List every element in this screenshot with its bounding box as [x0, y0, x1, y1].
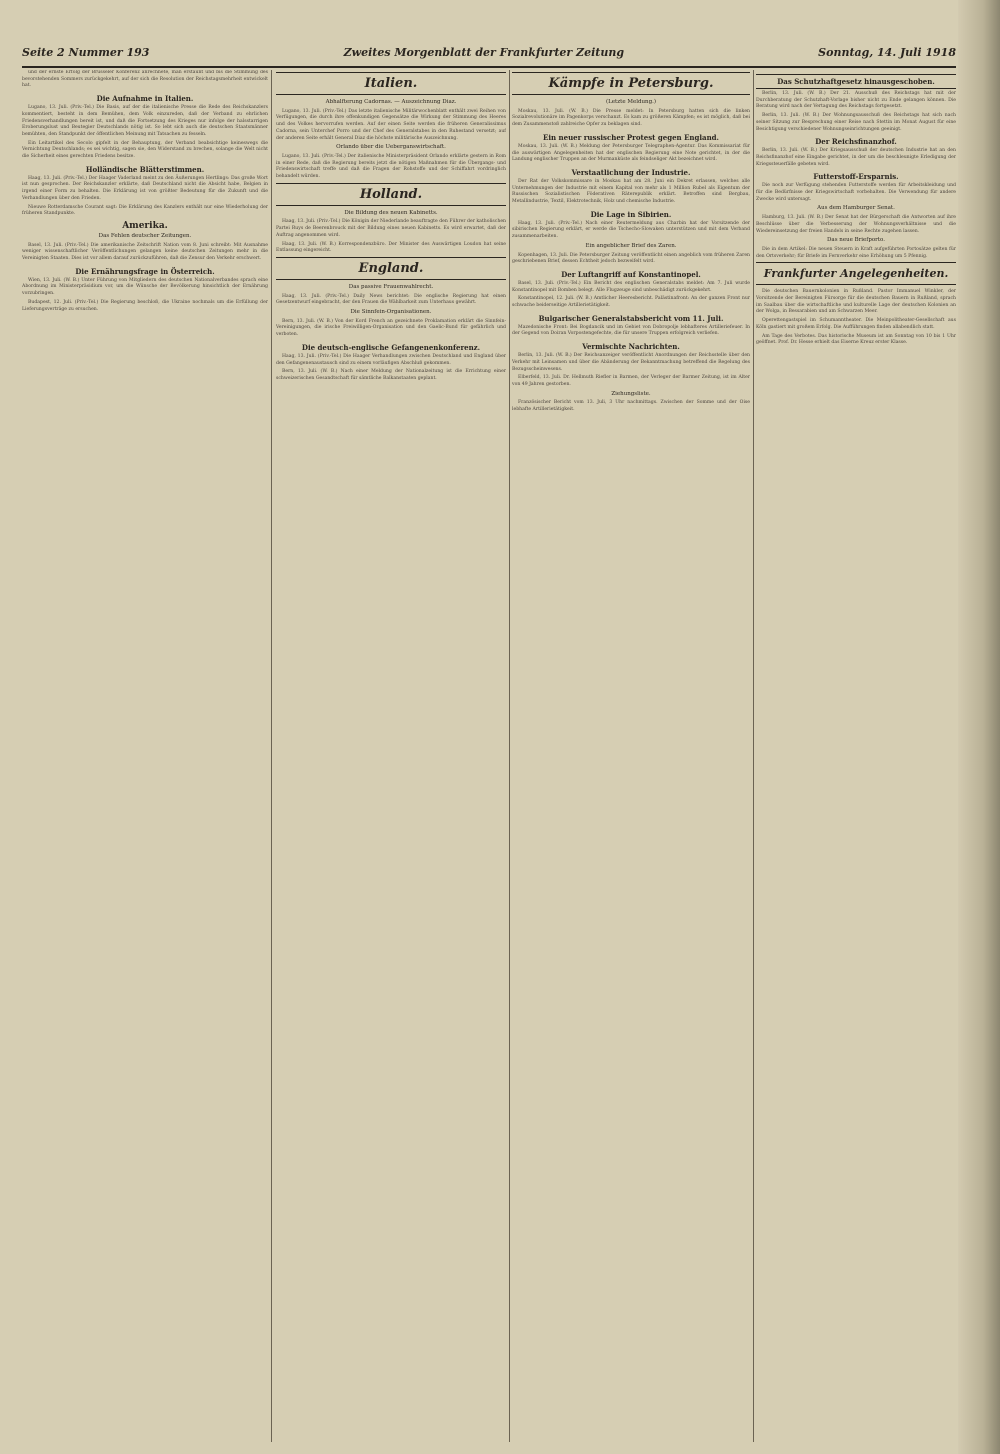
article-paragraph: Hamburg, 13. Juli. (W. B.) Der Senat hat der Bürgerschaft die Antworten auf ihre Beschlüsse über die Verbesserung der Wohnungsverhältnisse und die Wiedereinsetzung der freien Handels in seine Rechte zugehen lassen. — [756, 215, 956, 234]
article-paragraph: Lugano, 13. Juli. (Priv.-Tel.) Das letzte italienische Militärwochenblatt enthält zwei Reihen von Verfügungen, die durch ihre offenkundigen Gegensätze die Wirkung der Stimmung des Heeres und des Volkes hervorrufen werden. Auf der einen Seite werden die früheren Generalissimus Cadorna, sein Unterchef Porro und der Chef des Generalstabes in den Ruhestand versetzt; auf der anderen Seite erhält General Diaz die höchste militärische Auszeichnung. — [276, 108, 506, 141]
headline-italien: Italien. — [276, 72, 506, 95]
headline-amerika: Amerika. — [122, 220, 168, 231]
subheadline: (Letzte Meldung.) — [605, 99, 657, 105]
header-date: Sonntag, 14. Juli 1918 — [818, 46, 956, 59]
article-paragraph: Berlin, 13. Juli. (W. B.) Der 21. Ausschuß des Reichstags hat mit der Durchberatung der Schutzhaft-Vorlage bisher nicht zu Ende gelangen können. Die Beratung wird nach der Vertagung des Reichstags fortgesetzt. — [756, 91, 956, 110]
headline-gefangenenkonferenz: Die deutsch-englische Gefangenenkonferenz. — [301, 342, 481, 352]
article-paragraph: Die in dem Artikel: Die neuen Steuern in Kraft aufgeführten Portosätze gelten für den Ortsverkehr; für Briefe im Fernverkehr eine Erhöhung um 5 Pfennig. — [756, 246, 956, 259]
column-3 — [512, 70, 750, 1442]
lead-paragraph: und der ernste Erfolg der Brüsseler Konferenz anrechnete, man erstaunt und bis die Stimmung des bevorstehenden Sommers zurückgekehrt, auf der sich die Resolution der Reichstagsmehrheit entwickelt hat. — [22, 70, 268, 89]
article-paragraph: Operettengastspiel im Schumanntheater. Die Meinpolitheater-Gesellschaft aus Köln gastiert mit großem Erfolg. Die Aufführungen finden allabendlich statt. — [756, 318, 956, 330]
subheadline: Das passive Frauenwahlrecht. — [348, 283, 434, 290]
article-paragraph: Haag, 13. Juli. (Priv.-Tel.) Der Haager Vaderland meint zu den Äußerungen Hertlings: Das große Wort ist nun gesprochen. Der Reichskanzler erklärte, daß Deutschland nicht die Absicht habe, Belgien in irgend einer Form zu behalten. Die Erklärung ist von größter Bedeutung für die Zukunft und die Verhandlungen über den Frieden. — [22, 175, 268, 201]
column-2 — [276, 70, 506, 1442]
headline-oesterreich: Die Ernährungsfrage in Österreich. — [75, 266, 215, 276]
column-1 — [22, 70, 268, 1442]
headline-luftangriff: Der Luftangriff auf Konstantinopel. — [561, 269, 701, 279]
article-paragraph: Französischer Bericht vom 13. Juli, 3 Uhr nachmittags. Zwischen der Somme und der Oise lebhafte Artillerietätigkeit. — [512, 400, 750, 413]
article-paragraph: Moskau, 13. Juli. (W. B.) Die Presse meldet: In Petersburg hatten sich die linken Sozialrevolutionäre im Pagenkorps verschanzt. Es kam zu größeren Kämpfen; es ist möglich, daß bei dem Zusammenstoß zahlreiche Opfer zu beklagen sind. — [512, 108, 750, 128]
article-paragraph: Haag, 13. Juli. (W. B.) Korrespondenzbüro. Der Minister des Auswärtigen Loudon hat seine Entlassung eingereicht. — [276, 241, 506, 254]
headline-holland-press: Holländische Blätterstimmen. — [85, 164, 205, 174]
article-paragraph: Basel, 13. Juli. (Priv.-Tel.) Die amerikanische Zeitschrift Nation vom 8. Juni schreibt: Mit Ausnahme weniger wissenschaftlicher Veröffentlichungen gelangen keine deutschen Zeitungen mehr in die Vereinigten Staaten. Dies ist vor allem darauf zurückzuführen, daß die Zensur den Verkehr erschwert. — [22, 242, 268, 262]
article-paragraph: Die deutschen Bauernkolonien in Rußland. Pastor Immanuel Winkler, der Vorsitzende der Bereinigten Fürsorge für die deutschen Bauern in Rußland, sprach im Saalbau über die wirtschaftliche und kulturelle Lage der deutschen Kolonien an der Wolga, in Bessarabien und am Schwarzen Meer. — [756, 289, 956, 315]
subheadline: Orlando über die Ueberganswirtschaft. — [336, 144, 446, 151]
article-paragraph: Wien, 13. Juli. (W. B.) Unter Führung von Mitgliedern des deutschen Nationalverbandes sprach eine Abordnung im Ministerpräsidium vor, um die Wünsche der Bevölkerung hinsichtlich der Ernährung vorzubringen. — [22, 277, 268, 297]
headline-finanzhof: Der Reichsfinanzhof. — [815, 137, 897, 147]
subheadline: Ziehungsliste. — [611, 390, 651, 397]
article-paragraph: Die noch zur Verfügung stehenden Futterstoffe werden für Arbeitskleidung und für die Bedürfnisse der Kriegswirtschaft vorbehalten. Die Verwendung für andere Zwecke wird untersagt. — [756, 183, 956, 202]
article-paragraph: Der Rat der Volkskommissare in Moskau hat am 28. Juni ein Dekret erlassen, welches alle Unternehmungen der Industrie mit einem Kapital von mehr als 1 Million Rubel als Eigentum der Russischen Sozialistischen Föderativen Räterepublik erklärt. Betroffen sind Bergbau, Metallindustrie, Textil, Elektrotechnik, Holz und chemische Industrie. — [512, 178, 750, 205]
article-paragraph: Budapest, 12. Juli. (Priv.-Tel.) Die Regierung beschloß, die Ukraine nochmals um die Erfüllung der Lieferungsverträge zu ersuchen. — [22, 299, 268, 312]
headline-protest: Ein neuer russischer Protest gegen England. — [543, 132, 719, 142]
article-paragraph: Mazedonische Front: Bei Bogdancik und im Gebiet von Dobropolje lebhafteres Artilleriefeuer. In der Gegend von Doiran Vorpostengefechte, die für unsere Truppen erfolgreich verliefen. — [512, 324, 750, 337]
page-header — [22, 46, 956, 64]
subheadline: Ein angeblicher Brief des Zaren. — [585, 242, 677, 249]
article-paragraph: Nieuwe Rotterdamsche Courant sagt: Die Erklärung des Kanzlers enthält nur eine Wiederholung der früheren Standpunkte. — [22, 204, 268, 217]
article-paragraph: Haag, 13. Juli. (Priv.-Tel.) Die Königin der Niederlande beauftragte den Führer der katholischen Partei Ruys de Beerenbrouck mit der Bildung eines neuen Kabinetts. Es wird erwartet, daß der Auftrag angenommen wird. — [276, 219, 506, 238]
headline-bulgarien: Bulgarischer Generalstabsbericht vom 11. Juli. — [538, 313, 724, 323]
column-divider — [753, 70, 754, 1442]
article-paragraph: Moskau, 13. Juli. (W. B.) Meldung der Petersburger Telegraphen-Agentur. Das Kommissariat für die auswärtigen Angelegenheiten hat der englischen Regierung eine Note gerichtet, in der die Landung englischer Truppen an der Murmanküste als feindseliger Akt bezeichnet wird. — [512, 143, 750, 163]
subheadline: Das Fehlen deutscher Zeitungen. — [98, 232, 192, 239]
article-paragraph: Ein Leitartikel des Secolo gipfelt in der Behauptung, der Verband beabsichtige keineswegs die Vernichtung Deutschlands; es sei wichtig, sagen sie, den Widerstand zu brechen, solange die Welt nicht die Sicherheit eines gerechten Friedens besitze. — [22, 140, 268, 160]
article-paragraph: Berlin, 13. Juli. (W. B.) Der Reichsanzeiger veröffentlicht Anordnungen der Reichsstelle über den Verkehr mit Leinsamen und über die Abänderung der Bekanntmachung betreffend die Regelung des Bezugsscheinwesens. — [512, 353, 750, 372]
headline-vermischte: Vermischte Nachrichten. — [582, 342, 680, 352]
subheadline: Abhalfterung Cadornas. — Auszeichnung Diaz. — [325, 99, 457, 105]
article-paragraph: Lugano, 13. Juli. (Priv.-Tel.) Der italienische Ministerpräsident Orlando erklärte gestern in Rom in einer Rede, daß die Regierung bereits jetzt die nötigen Maßnahmen für die Übergangs- und Friedenswirtschaft treffe und daß die Fragen der Rohstoffe und der Schiffahrt vordringlich behandelt würden. — [276, 153, 506, 180]
headline-futterstoff: Futterstoff-Ersparnis. — [813, 172, 899, 182]
article-paragraph: Haag, 13. Juli. (Priv.-Tel.) Nach einer Reutermeldung aus Charbin hat der Vorsitzende der sibirischen Regierung erklärt, er werde die Tschecho-Slowaken unterstützen und mit dem Verband zusammenarbeiten. — [512, 220, 750, 240]
header-rule — [22, 66, 956, 68]
headline-holland: Holland. — [276, 183, 506, 206]
column-divider — [509, 70, 510, 1442]
subheadline: Die Sinnfein-Organisationen. — [350, 309, 432, 316]
headline-industrie: Verstaatlichung der Industrie. — [571, 167, 691, 177]
headline-petersburg: Kämpfe in Petersburg. — [512, 72, 750, 95]
headline-italien-reaction: Die Aufnahme in Italien. — [96, 94, 194, 104]
page-edge — [958, 0, 1000, 1454]
column-divider — [271, 70, 272, 1442]
article-paragraph: Basel, 13. Juli. (Priv.-Tel.) Ein Bericht des englischen Generalstabs meldet: Am 7. Juli wurde Konstantinopel mit Bomben belegt. Alle Flugzeuge sind unbeschädigt zurückgekehrt. — [512, 280, 750, 293]
article-paragraph: Kopenhagen, 13. Juli. Die Petersburger Zeitung veröffentlicht einen angeblich vom früheren Zaren geschriebenen Brief, dessen Echtheit jedoch bezweifelt wird. — [512, 252, 750, 265]
headline-schutzhaft: Das Schutzhaftgesetz hinausgeschoben. — [756, 74, 956, 89]
headline-sibirien: Die Lage in Sibirien. — [590, 209, 672, 219]
article-paragraph: Konstantinopel, 12. Juli. (W. B.) Amtlicher Heeresbericht. Palästinafront: An der ganzen Front nur schwache beiderseitige Artillerietätigkeit. — [512, 296, 750, 309]
article-paragraph: Berlin, 13. Juli. (W. B.) Der Wohnungsausschuß des Reichstags hat sich nach seiner Sitzung zur Besprechung einer Reise nach Stettin im Monat August für eine Besichtigung verschiedener Wohnungseinrichtungen geeinigt. — [756, 113, 956, 132]
column-4 — [756, 70, 956, 1442]
subheadline: Die Bildung des neuen Kabinetts. — [344, 209, 438, 216]
subheadline: Das neue Briefporto. — [827, 237, 885, 244]
headline-frankfurt: Frankfurter Angelegenheiten. — [756, 262, 956, 285]
subheadline: Aus dem Hamburger Senat. — [817, 205, 895, 212]
header-masthead: Zweites Morgenblatt der Frankfurter Zeitung — [343, 46, 625, 59]
article-paragraph: Berlin, 13. Juli. (W. B.) Der Kriegsausschuß der deutschen Industrie hat an den Reichsfinanzhof eine Eingabe gerichtet, in der um die beschleunigte Erledigung der Kriegssteuerfälle gebeten wird. — [756, 148, 956, 167]
article-paragraph: Bern, 13. Juli. (W. B.) Von der Kord French an gezeichnete Proklamation erklärt die Sinnfein-Vereinigungen, die irische Freiwilligen-Organisation und den Gaelic-Bund für gefährlich und verboten. — [276, 318, 506, 338]
article-paragraph: Elberfeld, 13. Juli. Dr. Hellmuth Riefler in Barmen, der Verleger der Barmer Zeitung, ist im Alter von 49 Jahren gestorben. — [512, 375, 750, 387]
article-paragraph: Haag, 13. Juli. (Priv.-Tel.) Daily News berichtet: Die englische Regierung hat einen Gesetzentwurf eingebracht, der den Frauen die Wählbarkeit zum Unterhaus gewährt. — [276, 293, 506, 306]
article-paragraph: Haag, 13. Juli. (Priv.-Tel.) Die Haager Verhandlungen zwischen Deutschland und England über den Gefangenenaustausch sind zu einem vorläufigen Abschluß gekommen. — [276, 353, 506, 366]
article-paragraph: Lugano, 13. Juli. (Priv.-Tel.) Die Basis, auf der die italienische Presse die Rede des Reichskanzlers kommentiert, besteht in dem Bemühen, dem Volk einzureden, daß der Verband zu ehrlichen Friedensverhandlungen bereit ist, und daß die Fortsetzung des Krieges nur infolge der halsstarrigen Eroberungslust und Beutegier Deutschlands nötig ist. So lebt sich auch die deutschen Staatsmänner bemühten, den Standpunkt der öffentlichen Meinung mit Tatsachen zu fesseln. — [22, 105, 268, 137]
header-left: Seite 2 Nummer 193 — [22, 46, 150, 59]
article-paragraph: Bern, 13. Juli. (W. B.) Nach einer Meldung der Nationalzeitung ist die Errichtung einer schweizerischen Gesandtschaft für sämtliche Balkanstaaten geplant. — [276, 369, 506, 381]
article-paragraph: Am Tage des Verbotes. Das historische Museum ist am Sonntag von 10 bis 1 Uhr geöffnet. Prof. Dr. Hesse erhielt das Eiserne Kreuz erster Klasse. — [756, 333, 956, 346]
headline-england: England. — [276, 257, 506, 280]
